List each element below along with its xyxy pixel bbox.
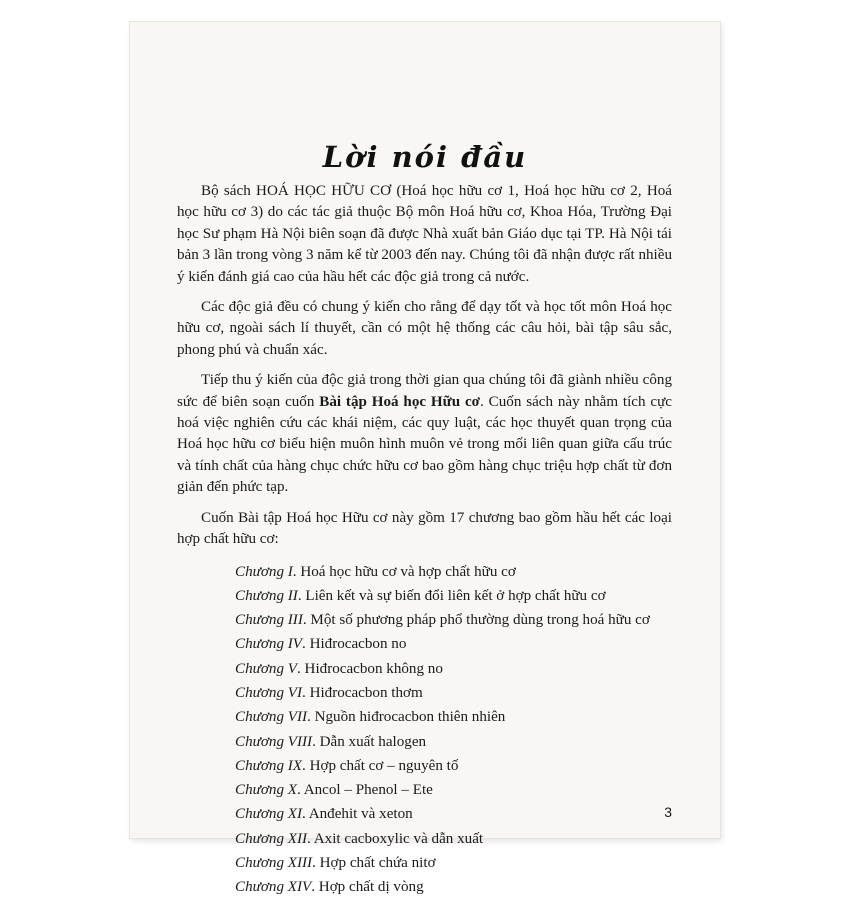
chapter-item	[177, 851, 672, 875]
page-title: Lời nói đầu	[322, 140, 528, 174]
chapter-title: Liên kết và sự biến đổi liên kết ở hợp chất hữu cơ	[305, 587, 606, 604]
chapter-separator: .	[292, 563, 301, 580]
chapter-number: Chương IV	[235, 636, 303, 653]
chapter-separator: .	[307, 830, 314, 847]
chapter-list	[177, 560, 672, 900]
chapter-title: Dẫn xuất halogen	[319, 733, 427, 750]
chapter-title: Hiđrocacbon thơm	[309, 684, 423, 701]
chapter-item	[177, 681, 672, 705]
chapter-title: Hợp chất chứa nitơ	[319, 855, 436, 872]
chapter-title: Hoá học hữu cơ và hợp chất hữu cơ	[300, 563, 516, 580]
chapter-item	[177, 560, 672, 584]
chapter-item	[177, 875, 672, 899]
chapter-number: Chương VIII	[235, 733, 313, 750]
chapter-title: Anđehit và xeton	[308, 806, 413, 823]
chapter-title: Hiđrocacbon no	[309, 636, 407, 653]
chapter-title: Hợp chất dị vòng	[318, 879, 424, 896]
chapter-title: Axit cacboxylic và dẫn xuất	[313, 830, 484, 847]
chapter-separator: .	[307, 709, 315, 726]
chapter-separator: .	[311, 879, 319, 896]
chapter-item	[177, 657, 672, 681]
chapter-item	[177, 827, 672, 851]
chapter-number: Chương III	[235, 612, 303, 629]
paragraph-3	[177, 370, 672, 498]
chapter-number: Chương XIII	[235, 855, 313, 872]
chapter-title: Nguồn hiđrocacbon thiên nhiên	[314, 709, 506, 726]
preface-body	[177, 181, 672, 900]
chapter-separator: .	[302, 636, 310, 653]
chapter-item	[177, 632, 672, 656]
chapter-number: Chương XI	[235, 806, 303, 823]
chapter-title: Hợp chất cơ – nguyên tố	[309, 757, 459, 774]
chapter-separator: .	[302, 757, 310, 774]
chapter-separator: .	[302, 612, 311, 629]
chapter-number: Chương XII	[235, 830, 308, 847]
chapter-separator: .	[312, 855, 320, 872]
chapter-separator: .	[312, 733, 320, 750]
chapter-separator: .	[297, 587, 306, 604]
paragraph-4: Cuốn Bài tập Hoá học Hữu cơ này gồm 17 chương bao gồm hầu hết các loại hợp chất hữu cơ:	[177, 509, 672, 548]
chapter-item	[177, 608, 672, 632]
chapter-separator: .	[297, 660, 305, 677]
chapter-number: Chương VI	[235, 684, 303, 701]
paragraph-2: Các độc giả đều có chung ý kiến cho rằng để dạy tốt và học tốt môn Hoá học hữu cơ, ngoài sách lí thuyết, cần có một hệ thống các câu hỏi, bài tập sâu sắc, phong phú và chuẩn xác.	[177, 299, 672, 358]
paragraph-1: Bộ sách HOÁ HỌC HỮU CƠ (Hoá học hữu cơ 1, Hoá học hữu cơ 2, Hoá học hữu cơ 3) do các tác giả thuộc Bộ môn Hoá hữu cơ, Khoa Hóa, Trường Đại học Sư phạm Hà Nội biên soạn đã được Nhà xuất bản Giáo dục tại TP. Hà Nội tái bản 3 lần trong vòng 3 năm kể từ 2003 đến nay. Chúng tôi đã nhận được rất nhiều ý kiến đánh giá cao của hầu hết các độc giả trong cả nước.	[177, 183, 672, 285]
chapter-item	[177, 584, 672, 608]
chapter-title: Ancol – Phenol – Ete	[303, 782, 433, 799]
chapter-title: Một số phương pháp phổ thường dùng trong hoá hữu cơ	[310, 612, 650, 629]
chapter-item	[177, 705, 672, 729]
chapter-title: Hiđrocacbon không no	[304, 660, 443, 677]
book-title-bold: Bài tập Hoá học Hữu cơ	[319, 393, 481, 410]
chapter-separator: .	[302, 684, 310, 701]
paragraph-3-intro: Tiếp thu ý kiến của độc giả trong thời gian qua chúng tôi đã giành nhiều công sức để biên soạn cuốn	[177, 372, 672, 410]
chapter-item	[177, 802, 672, 826]
book-page	[130, 22, 720, 896]
chapter-number: Chương II	[235, 587, 298, 604]
chapter-number: Chương V	[235, 660, 297, 677]
chapter-item	[177, 730, 672, 754]
paragraph-3-rest: . Cuốn sách này nhằm tích cực hoá việc nghiên cứu các khái niệm, các quy luật, các học thuyết quan trọng của Hoá học hữu cơ biểu hiện muôn hình muôn vẻ trong mối liên quan giữa cấu trúc và tính chất của hàng chục chức hữu cơ bao gồm hàng chục triệu hợp chất từ đơn giản đến phức tạp.	[177, 393, 672, 496]
chapter-number: Chương I	[235, 563, 293, 580]
chapter-separator: .	[302, 806, 309, 823]
chapter-number: Chương XIV	[235, 879, 312, 896]
chapter-number: Chương X	[235, 782, 297, 799]
page-number: 3	[664, 804, 672, 820]
chapter-item	[177, 778, 672, 802]
chapter-item	[177, 754, 672, 778]
chapter-number: Chương IX	[235, 757, 303, 774]
chapter-number: Chương VII	[235, 709, 308, 726]
chapter-separator: .	[297, 782, 304, 799]
